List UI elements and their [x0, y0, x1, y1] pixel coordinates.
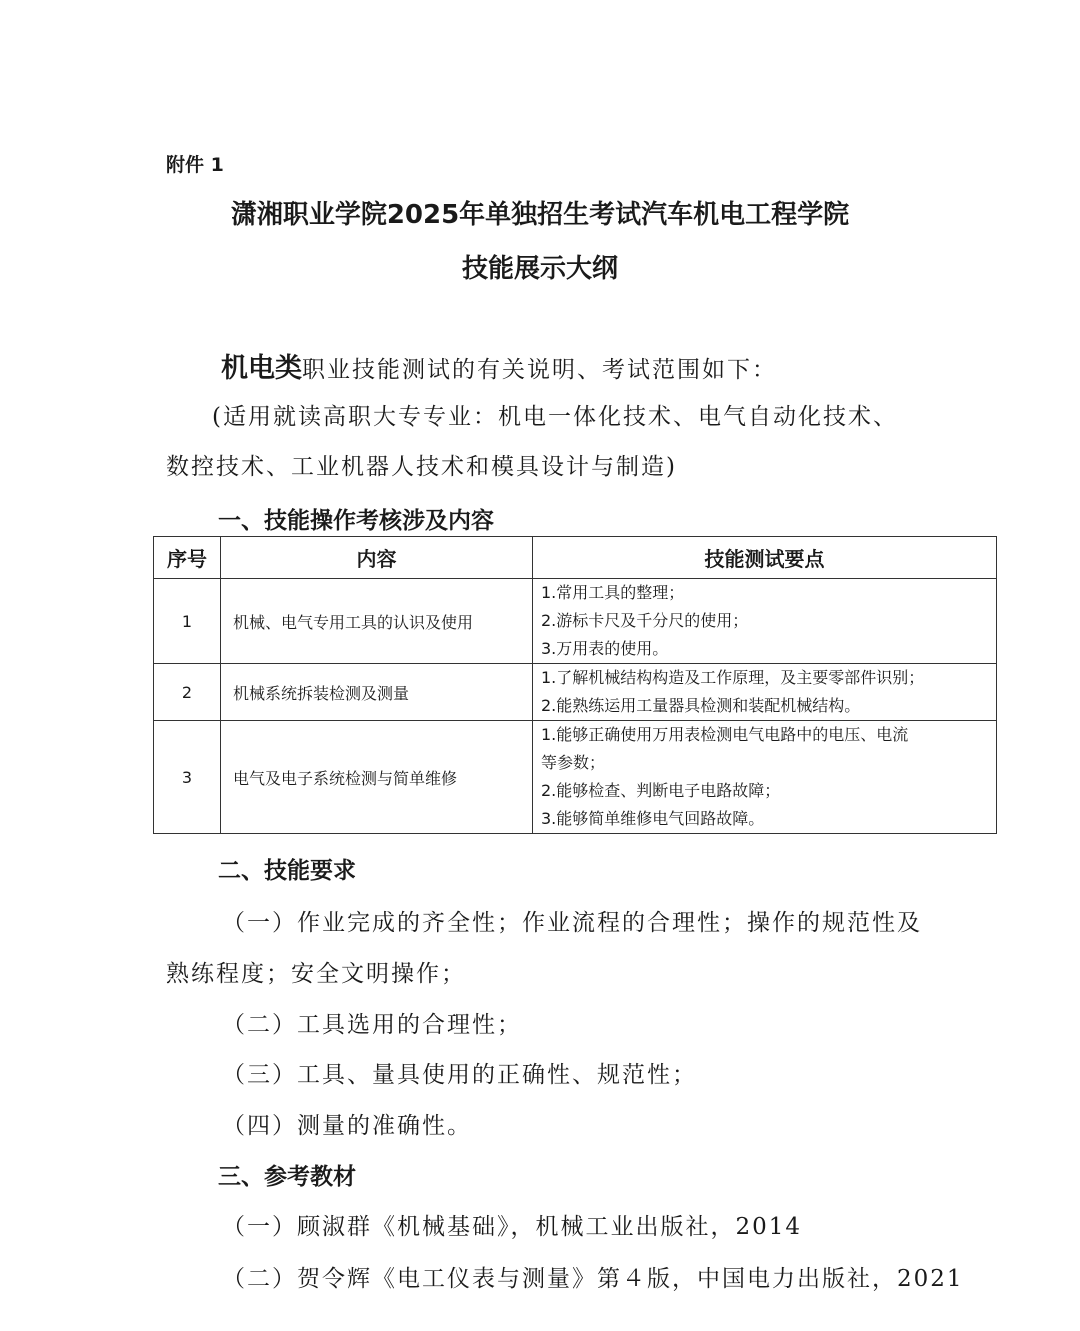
attachment-label: 附件 1 — [166, 154, 224, 176]
requirement-2: （二）工具选用的合理性； — [222, 1012, 522, 1038]
applicable-majors-line2: 数控技术、工业机器人技术和模具设计与制造) — [166, 454, 677, 480]
row-no: 3 — [154, 721, 221, 834]
point-item: 等参数； — [541, 753, 606, 772]
table-header-row — [154, 537, 997, 579]
row-points — [533, 579, 997, 664]
document-title-line1: 潇湘职业学院2025年单独招生考试汽车机电工程学院 — [230, 200, 850, 230]
reference-book-1: （一）顾淑群《机械基础》，机械工业出版社，2014 — [222, 1214, 803, 1240]
row-points — [533, 721, 997, 834]
header-points: 技能测试要点 — [533, 537, 997, 579]
point-item: 1.常用工具的整理； — [541, 583, 685, 602]
requirement-1-line2: 熟练程度；安全文明操作； — [166, 961, 466, 987]
row-content: 电气及电子系统检测与简单维修 — [221, 721, 533, 834]
point-item: 1.了解机械结构构造及工作原理，及主要零部件识别； — [541, 668, 925, 687]
intro-text: 职业技能测试的有关说明、考试范围如下： — [302, 357, 777, 383]
requirement-1-line1: （一）作业完成的齐全性；作业流程的合理性；操作的规范性及 — [222, 910, 922, 936]
table-row — [154, 664, 997, 721]
header-content: 内容 — [221, 537, 533, 579]
point-item: 3.万用表的使用。 — [541, 639, 669, 658]
section3-heading: 三、参考教材 — [218, 1164, 356, 1190]
header-no: 序号 — [154, 537, 221, 579]
section2-heading: 二、技能要求 — [218, 858, 356, 884]
requirement-3: （三）工具、量具使用的正确性、规范性； — [222, 1062, 697, 1088]
category-label: 机电类 — [221, 353, 302, 384]
intro-paragraph — [221, 346, 777, 385]
point-item: 2.能熟练运用工量器具检测和装配机械结构。 — [541, 696, 861, 715]
table-row — [154, 579, 997, 664]
row-content: 机械系统拆装检测及测量 — [221, 664, 533, 721]
requirement-4: （四）测量的准确性。 — [222, 1113, 472, 1139]
point-item: 2.游标卡尺及千分尺的使用； — [541, 611, 749, 630]
row-content: 机械、电气专用工具的认识及使用 — [221, 579, 533, 664]
row-no: 1 — [154, 579, 221, 664]
row-no: 2 — [154, 664, 221, 721]
document-title-line2: 技能展示大纲 — [461, 254, 618, 284]
point-item: 1.能够正确使用万用表检测电气电路中的电压、电流 — [541, 725, 909, 744]
reference-book-2: （二）贺令辉《电工仪表与测量》第４版，中国电力出版社，2021 — [222, 1266, 964, 1292]
applicable-majors-line1: (适用就读高职大专专业：机电一体化技术、电气自动化技术、 — [212, 404, 898, 430]
table-row — [154, 721, 997, 834]
point-item: 3.能够简单维修电气回路故障。 — [541, 809, 765, 828]
point-item: 2.能够检查、判断电子电路故障； — [541, 781, 781, 800]
row-points — [533, 664, 997, 721]
skill-test-table — [153, 536, 997, 834]
section1-heading: 一、技能操作考核涉及内容 — [218, 508, 494, 534]
